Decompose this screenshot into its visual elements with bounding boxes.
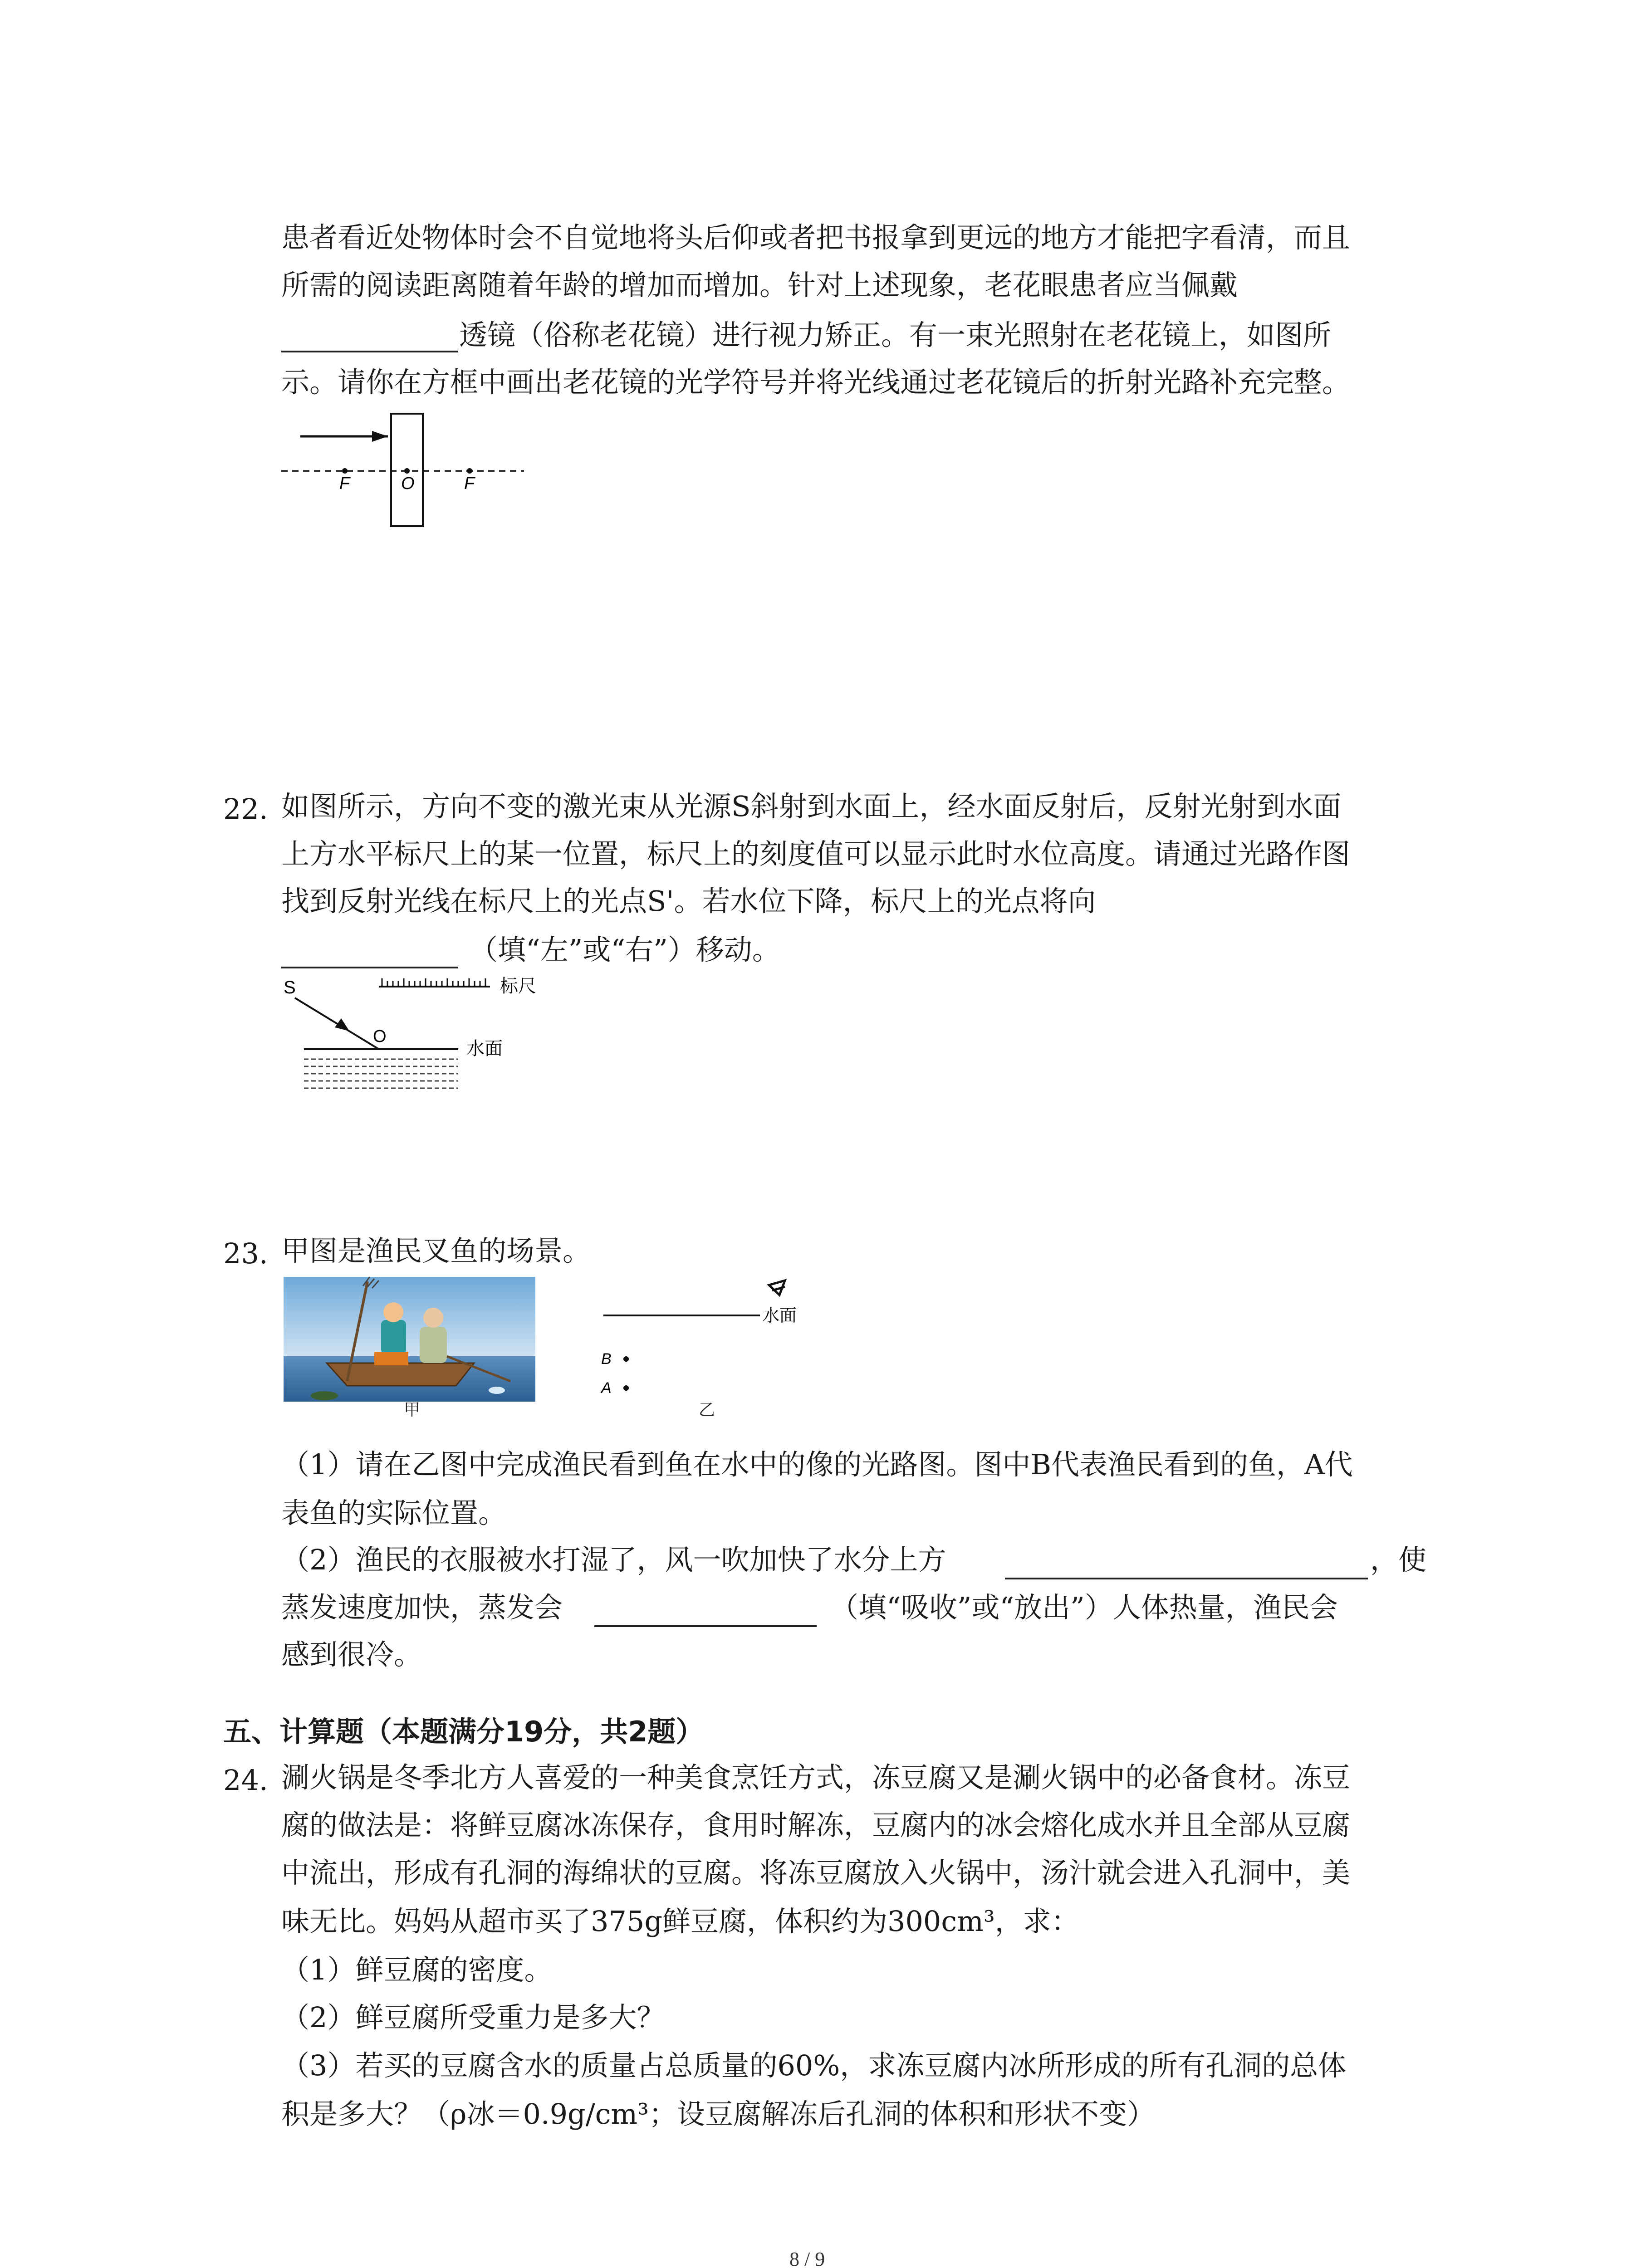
q23-p2-line-3: 感到很冷。 [281, 1638, 422, 1671]
q23-blank-2[interactable] [594, 1625, 817, 1627]
q23-p2-line-1a: （2）渔民的衣服被水打湿了，风一吹加快了水分上方 [281, 1543, 946, 1576]
q23-label-b: B [601, 1350, 612, 1368]
q23-p1-line-2: 表鱼的实际位置。 [281, 1496, 507, 1530]
q24-line-2: 腐的做法是：将鲜豆腐冰冻保存，食用时解冻，豆腐内的冰会熔化成水并且全部从豆腐 [281, 1809, 1351, 1842]
q23-fisher-2-head [423, 1308, 443, 1328]
q24-part-1: （1）鲜豆腐的密度。 [281, 1953, 553, 1986]
q21-answer-blank[interactable] [281, 351, 458, 352]
page-number: 8 / 9 [789, 2248, 825, 2268]
q23-p2-line-2a: 蒸发速度加快，蒸发会 [281, 1591, 563, 1624]
q22-label-ruler: 标尺 [500, 976, 536, 996]
q24-line-1: 涮火锅是冬季北方人喜爱的一种美食烹饪方式，冻豆腐又是涮火锅中的必备食材。冻豆 [281, 1761, 1351, 1794]
q21-label-o: O [401, 474, 415, 493]
q23-blank-1[interactable] [1005, 1578, 1368, 1579]
q24-number: 24. [223, 1764, 268, 1797]
q21-label-f-left: F [339, 474, 350, 493]
q22-ruler-ticks [382, 978, 485, 987]
arrow-icon [335, 1018, 349, 1031]
q21-line-2: 所需的阅读距离随着年龄的增加而增加。针对上述现象，老花眼患者应当佩戴 [281, 269, 1238, 302]
q23-caption-yi: 乙 [699, 1400, 715, 1419]
q23-fisher-1-shorts [374, 1352, 408, 1365]
q23-fish [311, 1391, 338, 1400]
q23-point-b [623, 1356, 629, 1362]
section-5-title: 五、计算题（本题满分19分，共2题） [223, 1715, 704, 1748]
q21-focus-right-dot [467, 468, 472, 474]
q23-jia-figure [284, 1277, 538, 1418]
q23-fisher-2-body [420, 1327, 447, 1363]
q22-label-water: 水面 [466, 1039, 503, 1059]
q21-line-1: 患者看近处物体时会不自觉地将头后仰或者把书报拿到更远的地方才能把字看清，而且 [281, 221, 1351, 254]
q23-sky [284, 1277, 535, 1356]
q23-fisher-1-body [381, 1320, 406, 1354]
q24-part-3-line-2: 积是多大？（ρ冰＝0.9g/cm³；设豆腐解冻后孔洞的体积和形状不变） [281, 2097, 1155, 2131]
q23-label-a: A [601, 1379, 612, 1397]
q23-p2-line-1b: ，使 [1370, 1543, 1427, 1576]
q22-number: 22. [223, 792, 268, 826]
q24-part-2: （2）鲜豆腐所受重力是多大？ [281, 2001, 665, 2034]
q21-line-3: 透镜（俗称老花镜）进行视力矫正。有一束光照射在老花镜上，如图所 [459, 318, 1332, 352]
q21-label-f-right: F [464, 474, 475, 493]
eye-icon [769, 1281, 785, 1295]
q22-water-body [304, 1059, 458, 1088]
q22-line-4: （填“左”或“右”）移动。 [470, 933, 780, 966]
q23-caption-jia: 甲 [404, 1400, 421, 1419]
q23-number: 23. [223, 1237, 268, 1270]
q22-label-o: O [373, 1027, 387, 1046]
q23-splash [489, 1387, 505, 1394]
q23-fisher-1-head [383, 1302, 403, 1322]
arrow-icon [372, 431, 388, 442]
q23-p1-line-1: （1）请在乙图中完成渔民看到鱼在水中的像的光路图。图中B代表渔民看到的鱼，A代 [281, 1448, 1353, 1481]
q22-line-2: 上方水平标尺上的某一位置，标尺上的刻度值可以显示此时水位高度。请通过光路作图 [281, 837, 1351, 870]
q23-p2-line-2b: （填“吸收”或“放出”）人体热量，渔民会 [830, 1591, 1338, 1624]
q22-incident-ray [295, 998, 379, 1049]
q22-line-1: 如图所示，方向不变的激光束从光源S斜射到水面上，经水面反射后，反射光射到水面 [281, 790, 1342, 823]
q22-line-3: 找到反射光线在标尺上的光点S'。若水位下降，标尺上的光点将向 [281, 885, 1096, 918]
q21-line-4: 示。请你在方框中画出老花镜的光学符号并将光线通过老花镜后的折射光路补充完整。 [281, 366, 1351, 399]
q21-lens-figure [272, 408, 526, 531]
q23-label-water: 水面 [762, 1306, 797, 1325]
q23-point-a [623, 1385, 629, 1391]
q22-label-s: S [284, 978, 296, 997]
q24-part-3-line-1: （3）若买的豆腐含水的质量占总质量的60%，求冻豆腐内冰所形成的所有孔洞的总体 [281, 2049, 1347, 2082]
q23-intro: 甲图是渔民叉鱼的场景。 [281, 1234, 591, 1267]
q23-yi-figure [590, 1277, 808, 1418]
q22-water-figure [277, 973, 536, 1095]
q24-line-4: 味无比。妈妈从超市买了375g鲜豆腐，体积约为300cm³，求： [281, 1905, 1079, 1938]
q24-line-3: 中流出，形成有孔洞的海绵状的豆腐。将冻豆腐放入火锅中，汤汁就会进入孔洞中，美 [281, 1856, 1351, 1889]
q21-optical-center-dot [404, 468, 410, 474]
q22-answer-blank[interactable] [281, 967, 458, 968]
q21-focus-left-dot [342, 468, 348, 474]
